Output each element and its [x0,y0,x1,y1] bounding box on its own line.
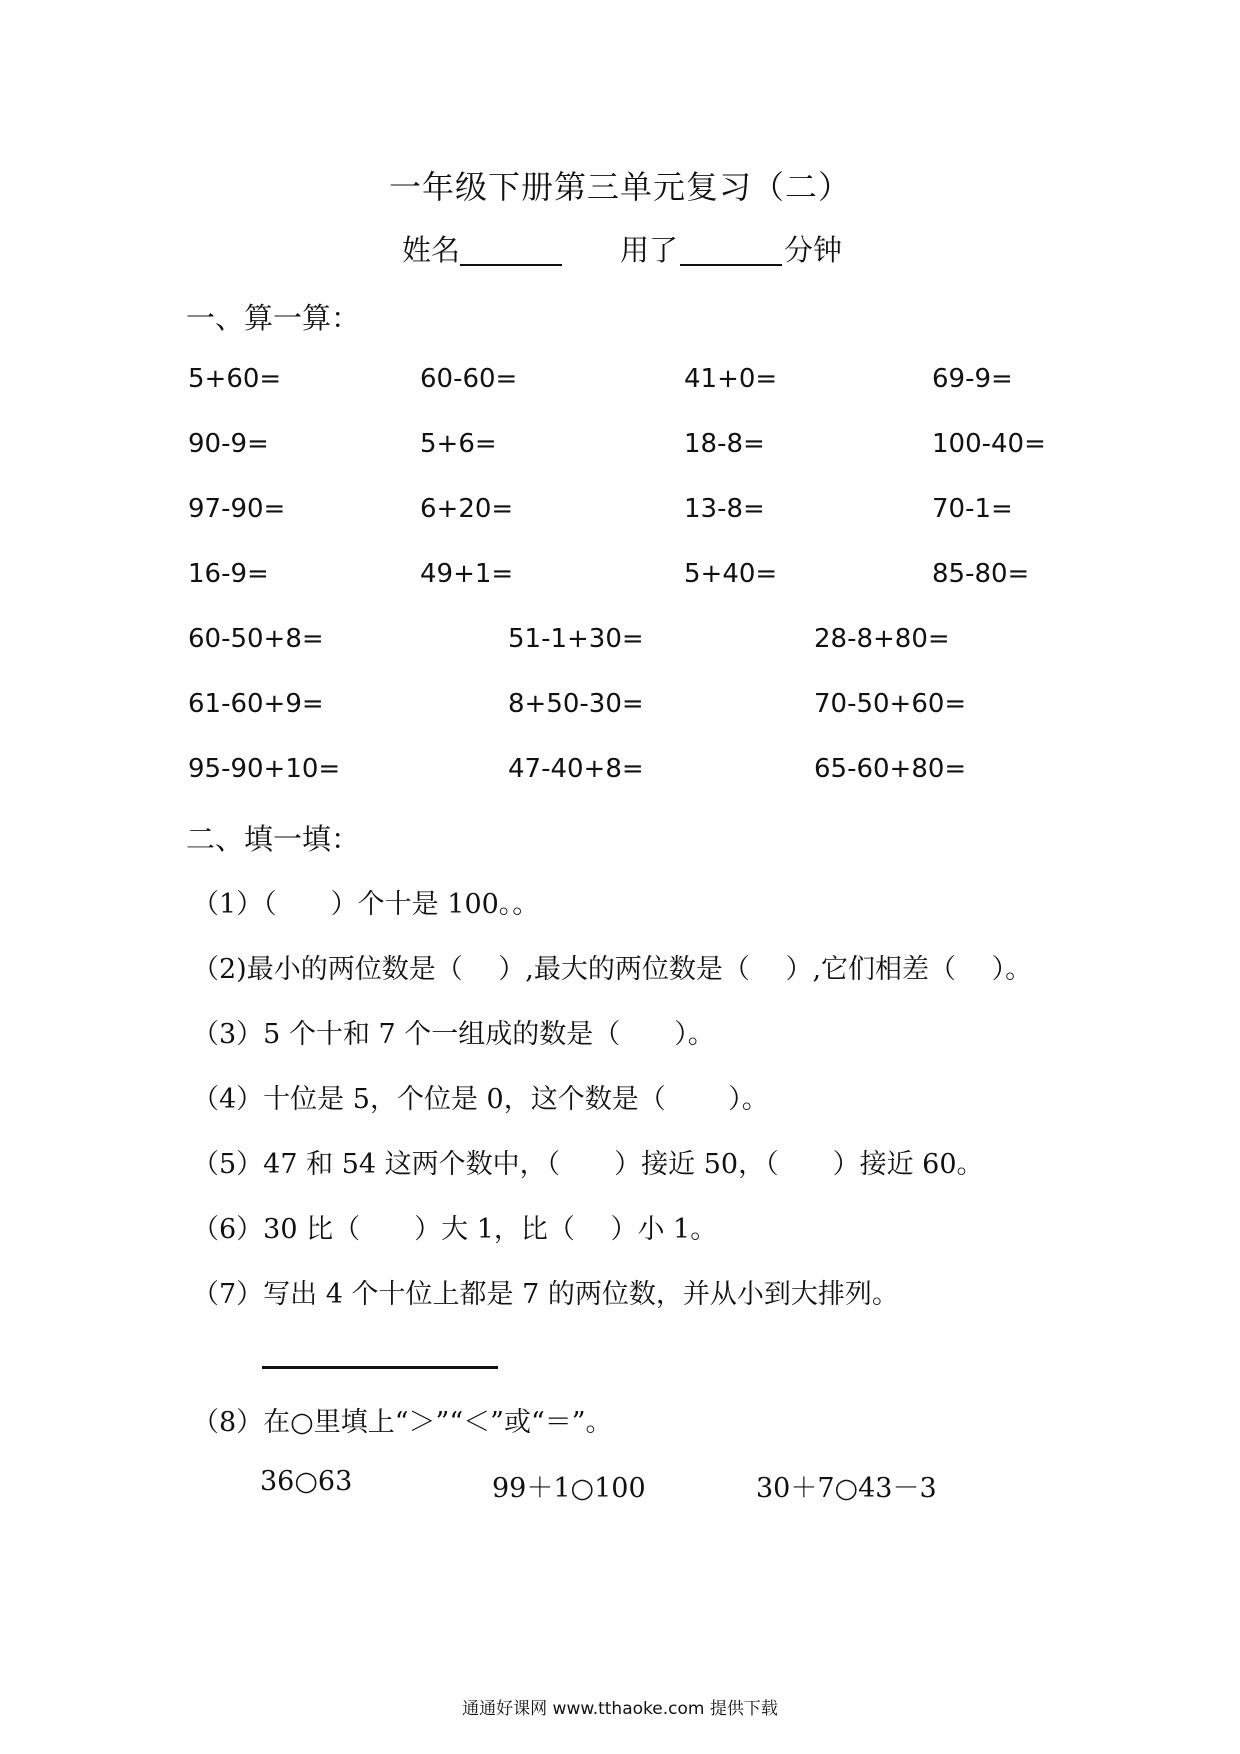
calc-item: 49+1= [420,559,514,589]
fill-item-7: （7）写出 4 个十位上都是 7 的两位数，并从小到大排列。 [192,1279,899,1310]
calc-item: 28-8+80= [814,624,950,654]
calc-item: 5+60= [188,364,282,394]
calc-item: 95-90+10= [188,754,341,784]
compare-item: 99＋1○100 [492,1473,646,1504]
calc-item: 5+6= [420,429,497,459]
calc-item: 61-60+9= [188,689,324,719]
calc-item: 97-90= [188,494,286,524]
calc-item: 90-9= [188,429,269,459]
calc-item: 69-9= [932,364,1013,394]
calc-item: 60-50+8= [188,624,324,654]
answer-line[interactable] [262,1366,498,1369]
fill-item-4: （4）十位是 5，个位是 0，这个数是（ ）。 [192,1084,769,1115]
fill-item-2: （2)最小的两位数是（ ）,最大的两位数是（ ）,它们相差（ ）。 [192,954,1033,985]
calc-item: 85-80= [932,559,1030,589]
calc-item: 16-9= [188,559,269,589]
fill-item-5: （5）47 和 54 这两个数中，（ ）接近 50，（ ）接近 60。 [192,1149,984,1180]
section-fill-heading: 二、填一填： [186,822,361,856]
compare-item: 36○63 [260,1466,353,1497]
calc-item: 70-1= [932,494,1013,524]
calc-item: 13-8= [684,494,765,524]
minutes-label: 分钟 [784,233,843,267]
calc-item: 100-40= [932,429,1046,459]
fill-item-3: （3）5 个十和 7 个一组成的数是（ ）。 [192,1019,715,1050]
compare-item: 30＋7○43－3 [756,1473,937,1504]
time-blank[interactable] [680,230,782,266]
calc-item: 70-50+60= [814,689,967,719]
calc-item: 51-1+30= [508,624,644,654]
name-blank[interactable] [460,230,562,266]
calc-item: 6+20= [420,494,514,524]
section-calculate-heading: 一、算一算： [186,301,361,335]
calc-item: 47-40+8= [508,754,644,784]
page-title: 一年级下册第三单元复习（二） [388,168,851,206]
fill-item-6: （6）30 比（ ）大 1，比（ ）小 1。 [192,1214,718,1245]
footer-credit: 通通好课网 www.tthaoke.com 提供下载 [462,1699,778,1719]
calc-item: 41+0= [684,364,778,394]
calc-item: 65-60+80= [814,754,967,784]
calc-item: 5+40= [684,559,778,589]
name-label: 姓名 [402,233,461,267]
calc-item: 8+50-30= [508,689,644,719]
time-used-label: 用了 [620,233,679,267]
fill-item-1: （1）（ ）个十是 100。。 [192,889,540,920]
calc-item: 60-60= [420,364,518,394]
fill-item-8: （8）在○里填上“＞”“＜”或“＝”。 [192,1407,613,1438]
calc-item: 18-8= [684,429,765,459]
